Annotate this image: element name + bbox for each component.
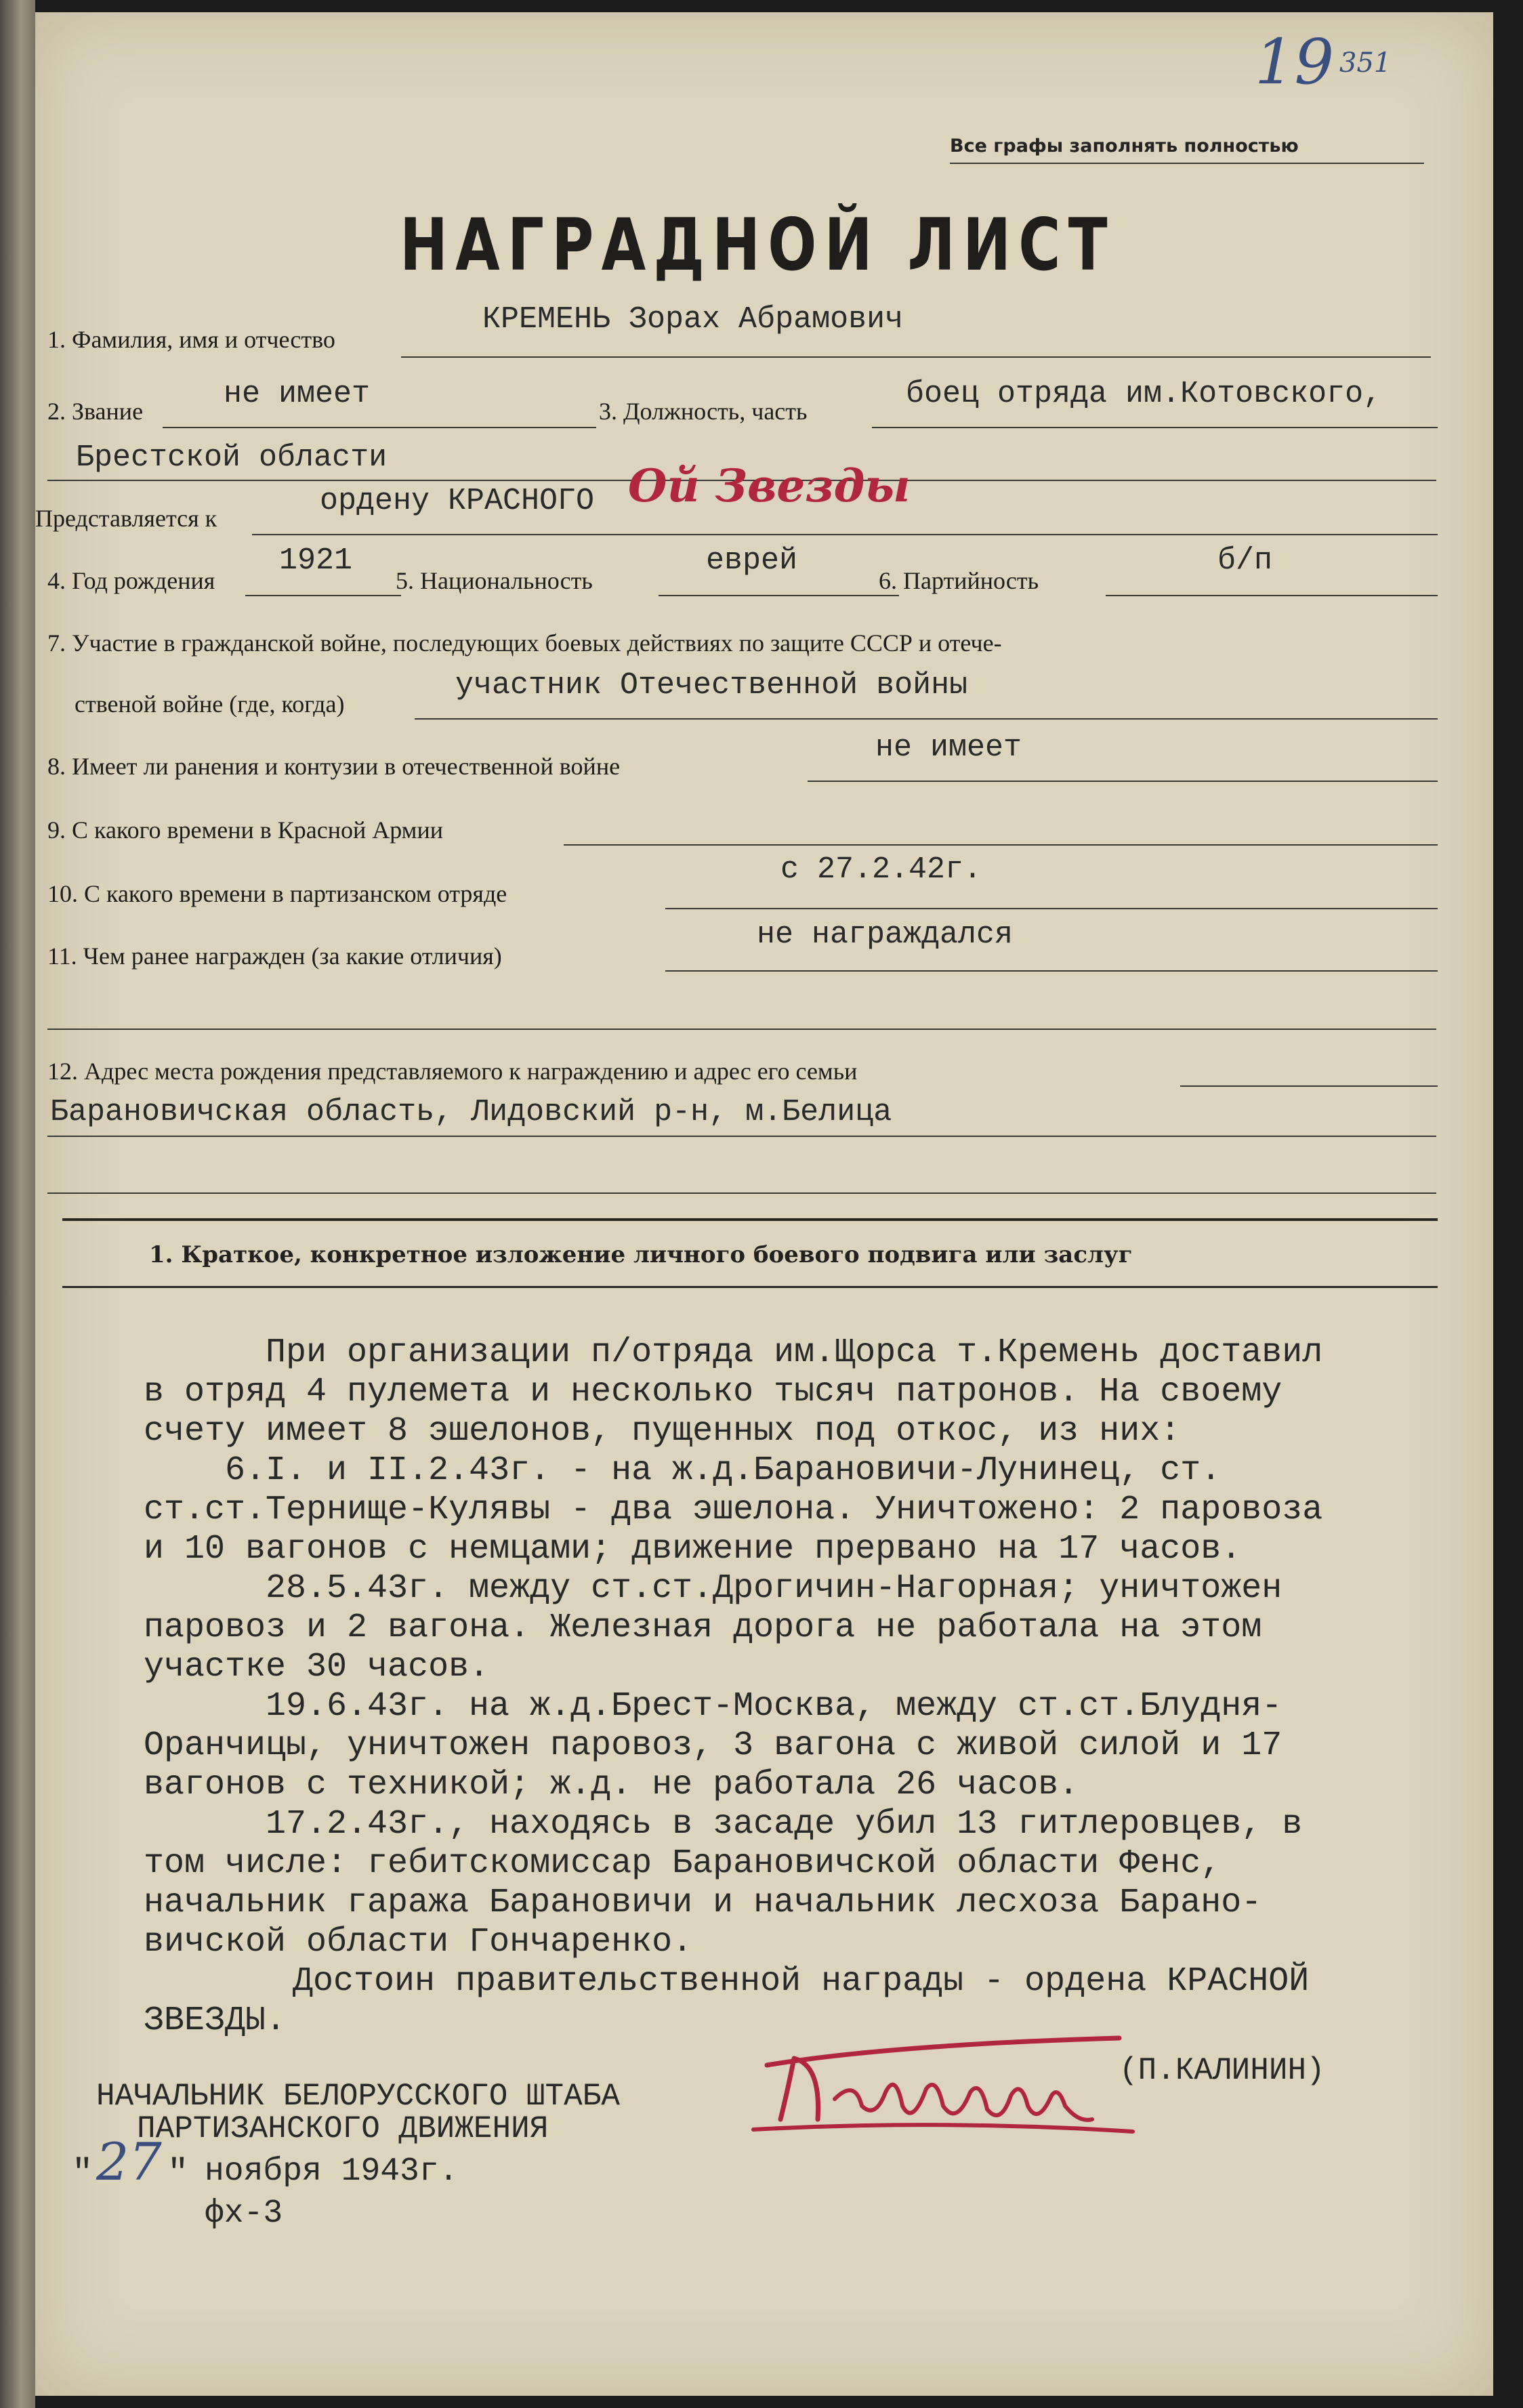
field-4-label: 4. Год рождения <box>47 567 215 594</box>
narrative-line: паровоз и 2 вагона. Железная дорога не работала на этом <box>144 1608 1262 1647</box>
narrative-line: счету имеет 8 эшелонов, пущенных под откос, из них: <box>144 1412 1181 1451</box>
book-binding <box>0 0 35 2408</box>
narrative-line: Достоин правительственной награды - ордена КРАСНОЙ <box>293 1962 1310 2001</box>
narrative-line: ЗВЕЗДЫ. <box>144 2001 287 2040</box>
field-3-value: боец отряда им.Котовского, <box>906 377 1382 411</box>
field-2-label: 2. Звание <box>47 398 144 425</box>
field-1-label: 1. Фамилия, имя и отчество <box>47 326 335 353</box>
signatory-title-line2: ПАРТИЗАНСКОГО ДВИЖЕНИЯ <box>137 2111 549 2146</box>
handwritten-signature <box>740 2018 1146 2153</box>
field-11-label: 11. Чем ранее награжден (за какие отличия) <box>47 942 502 970</box>
section-heading: 1. Краткое, конкретное изложение личного боевого подвига или заслуг <box>149 1241 1133 1268</box>
field-6-label: 6. Партийность <box>879 567 1039 594</box>
field-12-cont-line-2 <box>47 1192 1436 1194</box>
field-5-value: еврей <box>706 543 798 578</box>
field-10-label: 10. С какого времени в партизанском отряде <box>47 880 507 907</box>
narrative-line: 28.5.43г. между ст.ст.Дрогичин-Нагорная; уничтожен <box>266 1569 1282 1608</box>
field-8-value: не имеет <box>875 730 1022 765</box>
narrative-line: участке 30 часов. <box>144 1648 490 1686</box>
narrative-line: том числе: гебитскомиссар Барановичской области Фенс, <box>144 1844 1222 1883</box>
field-9-line <box>564 844 1438 846</box>
field-5-label: 5. Национальность <box>396 567 593 594</box>
date-close-quote: " <box>167 2153 189 2193</box>
field-7-value: участник Отечественной войны <box>455 668 968 703</box>
header-note: Все графы заполнять полностью <box>950 136 1299 157</box>
archive-number: 19 <box>1255 26 1335 98</box>
field-6-line <box>1106 595 1438 596</box>
section-rule-top <box>62 1218 1438 1221</box>
field-7-label-line1: 7. Участие в гражданской войне, последующих боевых действиях по защите СССР и отече- <box>47 629 1002 657</box>
narrative-line: начальник гаража Барановичи и начальник лесхоза Барано- <box>144 1884 1262 1922</box>
archive-number-alt: 351 <box>1339 47 1392 79</box>
field-10-line <box>665 908 1438 909</box>
field-2-line <box>163 427 596 428</box>
field-3-line <box>872 427 1438 428</box>
date-open-quote: " <box>72 2153 93 2193</box>
field-1-value: КРЕМЕНЬ Зорах Абрамович <box>482 302 904 337</box>
narrative-line: вичской области Гончаренко. <box>144 1923 693 1961</box>
field-11-value: не награждался <box>757 917 1014 952</box>
field-7-line <box>415 718 1438 720</box>
narrative-line: и 10 вагонов с немцами; движение прервано на 17 часов. <box>144 1530 1242 1569</box>
field-5-line <box>659 595 899 596</box>
header-note-underline <box>950 163 1424 164</box>
narrative-line: 17.2.43г., находясь в засаде убил 13 гитлеровцев, в <box>266 1805 1303 1844</box>
date-day: 27 <box>96 2132 162 2192</box>
field-9-label: 9. С какого времени в Красной Армии <box>47 816 443 844</box>
field-4-line <box>245 595 401 596</box>
field-11-cont-line <box>47 1029 1436 1030</box>
field-11-line <box>665 970 1438 972</box>
field-12-cont-line-1 <box>47 1136 1436 1137</box>
field-8-label: 8. Имеет ли ранения и контузии в отечественной войне <box>47 753 621 780</box>
narrative-line: 6.I. и II.2.43г. - на ж.д.Барановичи-Лунинец, ст. <box>225 1451 1222 1490</box>
date-month-year: ноября 1943г. <box>205 2153 459 2190</box>
field-10-value: с 27.2.42г. <box>780 852 982 887</box>
narrative-line: При организации п/отряда им.Щорса т.Кремень доставил <box>266 1333 1323 1372</box>
section-rule-bottom <box>62 1286 1438 1288</box>
document-code: фх-3 <box>205 2195 283 2232</box>
narrative-line: в отряд 4 пулемета и несколько тысяч патронов. На своему <box>144 1373 1282 1411</box>
narrative-line: 19.6.43г. на ж.д.Брест-Москва, между ст.ст.Блудня- <box>266 1687 1282 1726</box>
present-label: Представляется к <box>35 505 217 532</box>
present-value: ордену КРАСНОГО <box>320 484 595 518</box>
present-line <box>252 534 1438 535</box>
field-12-line <box>1180 1085 1438 1087</box>
document-title: НАГРАДНОЙ ЛИСТ <box>400 203 1115 287</box>
signatory-title-line1: НАЧАЛЬНИК БЕЛОРУССКОГО ШТАБА <box>96 2079 620 2114</box>
signatory-name: (П.КАЛИНИН) <box>1119 2053 1325 2088</box>
field-1-line <box>401 356 1431 358</box>
narrative-line: вагонов с техникой; ж.д. не работала 26 часов. <box>144 1766 1079 1804</box>
narrative-line: Оранчицы, уничтожен паровоз, 3 вагона с живой силой и 17 <box>144 1726 1282 1765</box>
field-8-line <box>808 781 1438 782</box>
field-2-value: не имеет <box>224 377 371 411</box>
field-6-value: б/п <box>1217 543 1273 578</box>
field-12-value: Барановичская область, Лидовский р-н, м.Белица <box>50 1095 892 1129</box>
award-sheet <box>35 12 1493 2396</box>
present-handwritten: Ой Звезды <box>628 459 911 512</box>
field-7-label-line2: ственой войне (где, когда) <box>75 690 345 718</box>
narrative-line: ст.ст.Тернище-Кулявы - два эшелона. Уничтожено: 2 паровоза <box>144 1491 1323 1529</box>
field-4-value: 1921 <box>279 543 353 578</box>
field-3-value-cont: Брестской области <box>76 440 388 475</box>
field-12-label: 12. Адрес места рождения представляемого к награждению и адрес его семьи <box>47 1058 858 1085</box>
field-3-label: 3. Должность, часть <box>599 398 808 425</box>
